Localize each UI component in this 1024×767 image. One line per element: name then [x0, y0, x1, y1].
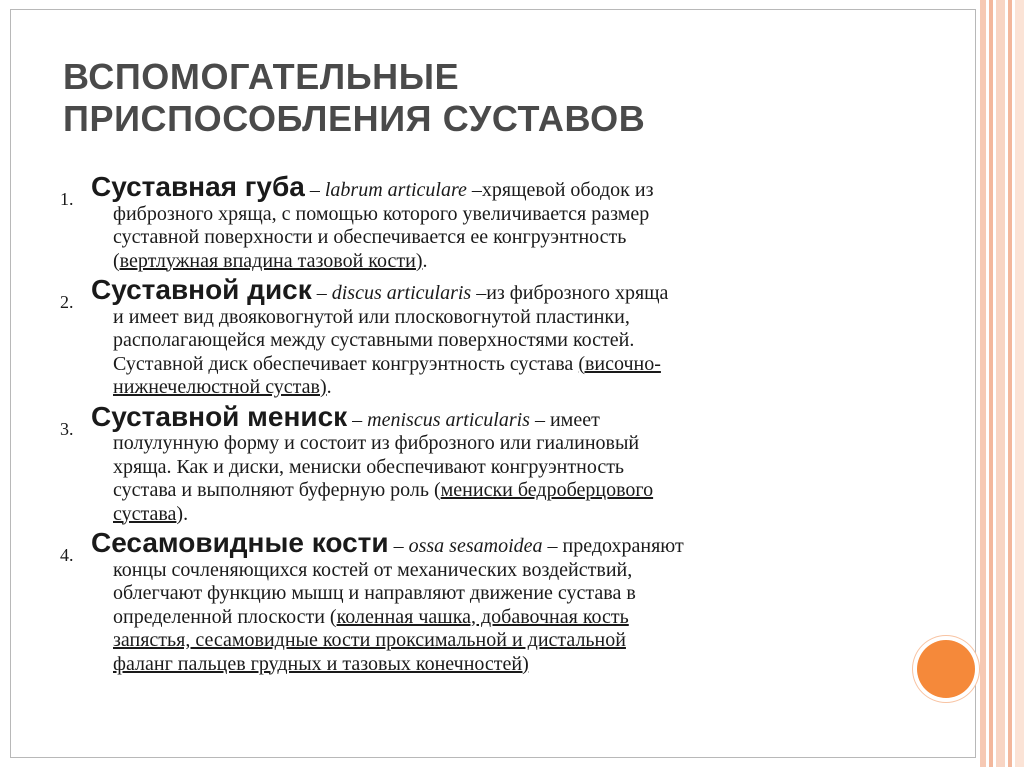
dash: – [347, 408, 368, 431]
item-text: суставной поверхности и обеспечивается ее конгруэнтность [113, 226, 627, 248]
item-line [113, 479, 870, 503]
dash: – [311, 282, 332, 304]
item-number: 1. [60, 189, 74, 209]
item-number: 4. [60, 545, 74, 565]
item-heading: Суставной диск [91, 274, 312, 305]
item-text: – предохраняют [542, 535, 684, 557]
item-line [91, 400, 870, 433]
item-text: концы сочленяющихся костей от механических воздействий, [113, 558, 633, 581]
item-text: и имеет вид двояковогнутой или плосковогнутой пластинки, [113, 305, 630, 328]
example-text: мениски бедроберцового [440, 479, 654, 501]
item-text: фиброзного хряща, с помощью которого увеличивается размер [113, 202, 650, 225]
item-line [113, 629, 870, 653]
latin-term: ossa sesamoidea [408, 535, 543, 557]
item-line [91, 274, 870, 306]
item-heading: Сесамовидные кости [91, 527, 389, 558]
item-text: полулунную форму и состоит из фиброзного или гиалиновый [113, 432, 640, 454]
decor-stripe [996, 0, 1005, 767]
item-line [91, 171, 870, 203]
item-heading: Суставная губа [91, 171, 305, 202]
slide-title [63, 56, 645, 140]
dash: – [388, 535, 409, 557]
decor-stripe [980, 0, 986, 767]
item-number: 2. [60, 292, 74, 312]
item-text: облегчают функцию мышц и направляют движение сустава в [113, 582, 636, 604]
item-text: располагающейся между суставными поверхностями костей. [113, 329, 635, 351]
example-text: нижнечелюстной сустав) [113, 376, 327, 398]
item-text: –хрящевой ободок из [466, 179, 654, 201]
decor-circle [917, 640, 975, 698]
item-text: . [422, 249, 428, 272]
item-line [113, 376, 870, 400]
example-text: (височно- [578, 352, 661, 375]
content-list [60, 171, 870, 681]
example-text: (вертлужная впадина тазовой кости) [113, 249, 423, 272]
example-text: сустава [113, 502, 177, 525]
list-item [60, 527, 870, 676]
latin-term: meniscus articularis [367, 408, 530, 431]
item-text: определенной плоскости ( [113, 605, 337, 628]
item-line [113, 503, 870, 527]
item-text: . [326, 376, 332, 398]
item-line [113, 653, 870, 677]
latin-term: labrum articulare [324, 179, 467, 201]
list-item [60, 171, 870, 273]
list-item [60, 274, 870, 400]
item-text: – имеет [529, 408, 600, 431]
item-line [113, 250, 870, 274]
title-line-2: ПРИСПОСОБЛЕНИЯ СУСТАВОВ [63, 98, 646, 139]
item-text: хряща. Как и диски, мениски обеспечивают конгруэнтность [113, 455, 625, 478]
decor-stripe [1015, 0, 1024, 767]
decor-stripe [989, 0, 993, 767]
title-line-1: ВСПОМОГАТЕЛЬНЫЕ [63, 56, 460, 97]
example-text: фаланг пальцев грудных и тазовых конечностей) [113, 652, 529, 675]
dash: – [304, 179, 325, 201]
item-text: –из фиброзного хряща [471, 282, 669, 304]
item-line [113, 353, 870, 377]
latin-term: discus articularis [331, 282, 472, 304]
item-text: Суставной диск обеспечивает конгруэнтность сустава [113, 352, 579, 375]
item-number: 3. [60, 418, 74, 439]
item-line [113, 606, 870, 630]
item-text: сустава и выполняют буферную роль ( [113, 479, 441, 501]
list-item [60, 400, 870, 527]
decor-stripe [1008, 0, 1012, 767]
item-heading: Суставной мениск [91, 400, 348, 432]
item-line [91, 527, 870, 559]
example-text: запястья, сесамовидные кости проксимальной и дистальной [113, 629, 626, 651]
item-text: ). [176, 502, 189, 525]
example-text: коленная чашка, добавочная кость [336, 605, 629, 628]
